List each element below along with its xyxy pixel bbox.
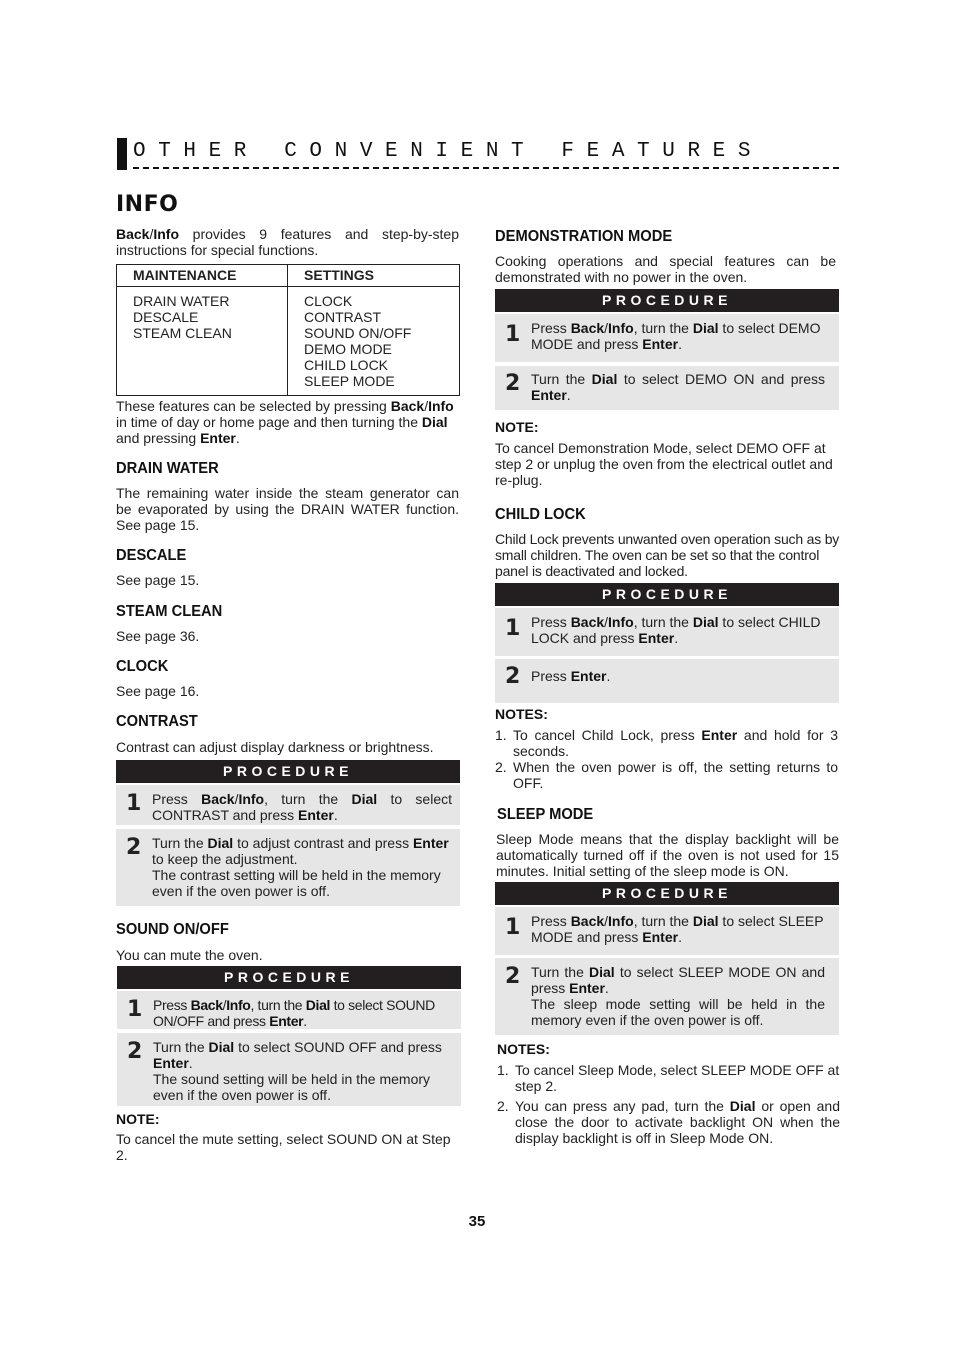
text: . bbox=[333, 807, 338, 823]
info-after-table bbox=[116, 398, 460, 446]
contrast-procedure-header: PROCEDURE bbox=[116, 760, 460, 783]
text: or open and close the door to activate backlight ON when the display backlight is off in Sleep Mode ON. bbox=[515, 1098, 840, 1146]
list-number: 1. bbox=[495, 727, 507, 743]
sound-procedure-header: PROCEDURE bbox=[117, 966, 461, 989]
features-table bbox=[116, 264, 460, 396]
key-dial: Dial bbox=[729, 1098, 756, 1114]
settings-item: CLOCK bbox=[304, 293, 353, 309]
text: The sound setting will be held in the memory even if the oven power is off. bbox=[153, 1071, 431, 1103]
text: , turn the bbox=[250, 997, 306, 1013]
key-back: Back bbox=[570, 614, 605, 630]
text: . bbox=[606, 668, 611, 684]
maintenance-item: DESCALE bbox=[133, 309, 199, 325]
text: , turn the bbox=[633, 320, 693, 336]
sound-heading: SOUND ON/OFF bbox=[116, 921, 229, 938]
info-intro bbox=[116, 226, 459, 258]
clock-heading: CLOCK bbox=[116, 658, 169, 675]
key-enter: Enter bbox=[269, 1013, 304, 1029]
child-lock-text: Child Lock prevents unwanted oven operation such as by small children. The oven can be set so that the control panel is deactivated and locked. bbox=[495, 531, 840, 579]
key-back: Back bbox=[570, 913, 605, 929]
title-dashed-rule bbox=[133, 167, 839, 169]
text: Press bbox=[152, 791, 202, 807]
key-enter: Enter bbox=[153, 1055, 189, 1071]
key-info: Info bbox=[238, 791, 265, 807]
demo-note-label: NOTE: bbox=[495, 419, 539, 435]
list-item bbox=[495, 759, 838, 791]
key-enter: Enter bbox=[642, 336, 679, 352]
key-info: Info bbox=[608, 320, 634, 336]
sleep-notes-list bbox=[497, 1062, 840, 1146]
text: , turn the bbox=[264, 791, 352, 807]
maintenance-header: MAINTENANCE bbox=[117, 265, 288, 287]
text: . bbox=[566, 387, 571, 403]
text: to select SLEEP MODE and press bbox=[531, 913, 824, 945]
text: Press bbox=[531, 320, 571, 336]
text: to select SLEEP MODE ON and press bbox=[531, 964, 825, 996]
key-enter: Enter bbox=[638, 630, 675, 646]
key-back: Back bbox=[570, 320, 605, 336]
settings-header: SETTINGS bbox=[288, 265, 460, 287]
step-text bbox=[152, 791, 452, 823]
text: to select DEMO MODE and press bbox=[531, 320, 821, 352]
text: These features can be selected by pressing bbox=[116, 398, 391, 414]
child-lock-notes-label: NOTES: bbox=[495, 706, 548, 722]
key-dial: Dial bbox=[351, 791, 378, 807]
step-text bbox=[531, 371, 825, 403]
text: to select CHILD LOCK and press bbox=[531, 614, 821, 646]
text: . bbox=[303, 1013, 307, 1029]
steam-clean-heading: STEAM CLEAN bbox=[116, 603, 223, 620]
text: . bbox=[678, 929, 682, 945]
key-back: Back bbox=[116, 226, 150, 242]
key-info: Info bbox=[226, 997, 251, 1013]
demo-procedure-header: PROCEDURE bbox=[495, 289, 839, 312]
text: Press bbox=[531, 668, 571, 684]
step-text bbox=[531, 614, 829, 646]
key-dial: Dial bbox=[208, 1039, 235, 1055]
sound-note-label: NOTE: bbox=[116, 1111, 160, 1127]
key-dial: Dial bbox=[421, 414, 448, 430]
step-number: 1 bbox=[126, 791, 142, 816]
settings-cell bbox=[288, 287, 460, 396]
key-dial: Dial bbox=[692, 913, 719, 929]
text: in time of day or home page and then turning the bbox=[116, 414, 422, 430]
slash: / bbox=[424, 398, 429, 414]
slash: / bbox=[604, 913, 609, 929]
key-dial: Dial bbox=[207, 835, 234, 851]
child-lock-procedure-header: PROCEDURE bbox=[495, 583, 839, 606]
step-number: 1 bbox=[505, 616, 521, 641]
demo-text: Cooking operations and special features can be demonstrated with no power in the oven. bbox=[495, 253, 836, 285]
contrast-step-1 bbox=[116, 785, 460, 825]
sleep-step-2 bbox=[495, 958, 839, 1035]
text: To cancel Sleep Mode, select SLEEP MODE OFF at step 2. bbox=[515, 1062, 840, 1094]
text: Turn the bbox=[152, 835, 208, 851]
step-text bbox=[531, 913, 829, 945]
key-dial: Dial bbox=[692, 614, 719, 630]
step-text bbox=[153, 1039, 453, 1103]
text: to select SOUND OFF and press bbox=[234, 1039, 442, 1055]
sleep-step-1 bbox=[495, 907, 839, 955]
child-lock-step-1 bbox=[495, 608, 839, 656]
slash: / bbox=[604, 320, 609, 336]
demo-heading: DEMONSTRATION MODE bbox=[495, 228, 673, 245]
contrast-heading: CONTRAST bbox=[116, 713, 198, 730]
list-item bbox=[497, 1062, 840, 1094]
step-number: 1 bbox=[127, 997, 143, 1022]
sound-step-2 bbox=[117, 1033, 461, 1106]
key-back: Back bbox=[390, 398, 425, 414]
maintenance-cell bbox=[117, 287, 288, 396]
key-enter: Enter bbox=[570, 668, 607, 684]
step-text bbox=[153, 997, 457, 1029]
page-title: OTHER CONVENIENT FEATURES bbox=[133, 140, 764, 163]
descale-heading: DESCALE bbox=[116, 547, 187, 564]
step-text bbox=[152, 835, 452, 899]
list-item bbox=[495, 727, 838, 759]
info-intro-text: provides 9 features and step-by-step instructions for special functions. bbox=[116, 226, 459, 258]
child-lock-step-2 bbox=[495, 659, 839, 703]
text: to select CONTRAST and press bbox=[152, 791, 452, 823]
text: to adjust contrast and press bbox=[233, 835, 413, 851]
key-enter: Enter bbox=[412, 835, 449, 851]
list-number: 2. bbox=[497, 1098, 509, 1114]
key-info: Info bbox=[428, 398, 454, 414]
maintenance-item: STEAM CLEAN bbox=[133, 325, 232, 341]
list-number: 1. bbox=[497, 1062, 509, 1078]
step-number: 2 bbox=[505, 664, 521, 689]
text: to keep the adjustment. bbox=[152, 851, 298, 867]
demo-note-text: To cancel Demonstration Mode, select DEMO OFF at step 2 or unplug the oven from the electrical outlet and re-plug. bbox=[495, 440, 833, 488]
text: , turn the bbox=[633, 913, 693, 929]
sleep-text: Sleep Mode means that the display backlight will be automatically turned off if the oven is not used for 15 minutes. Initial setting of the sleep mode is ON. bbox=[496, 831, 839, 879]
step-number: 2 bbox=[127, 1039, 143, 1064]
step-number: 1 bbox=[505, 915, 521, 940]
key-enter: Enter bbox=[569, 980, 605, 996]
step-text bbox=[531, 668, 610, 684]
steam-clean-text: See page 36. bbox=[116, 628, 200, 644]
sound-note-text: To cancel the mute setting, select SOUND ON at Step 2. bbox=[116, 1131, 451, 1163]
settings-item: CHILD LOCK bbox=[304, 357, 389, 373]
key-info: Info bbox=[153, 226, 180, 242]
slash: / bbox=[604, 614, 609, 630]
text: and pressing bbox=[116, 430, 201, 446]
contrast-text: Contrast can adjust display darkness or brightness. bbox=[116, 739, 434, 755]
text: . bbox=[188, 1055, 193, 1071]
text: , turn the bbox=[633, 614, 693, 630]
settings-item: SLEEP MODE bbox=[304, 373, 395, 389]
sound-text: You can mute the oven. bbox=[116, 947, 263, 963]
page-number: 35 bbox=[468, 1213, 486, 1230]
key-dial: Dial bbox=[591, 371, 618, 387]
text: When the oven power is off, the setting returns to OFF. bbox=[513, 759, 838, 791]
sleep-procedure-header: PROCEDURE bbox=[495, 882, 839, 905]
text: The contrast setting will be held in the memory even if the oven power is off. bbox=[152, 867, 441, 899]
text: To cancel Child Lock, press bbox=[513, 727, 702, 743]
step-number: 1 bbox=[505, 322, 521, 347]
descale-text: See page 15. bbox=[116, 572, 200, 588]
key-dial: Dial bbox=[692, 320, 719, 336]
key-back: Back bbox=[190, 997, 223, 1013]
text: Turn the bbox=[153, 1039, 209, 1055]
key-enter: Enter bbox=[200, 430, 236, 446]
text: Turn the bbox=[531, 371, 592, 387]
key-info: Info bbox=[608, 614, 634, 630]
list-item bbox=[497, 1098, 840, 1146]
step-number: 2 bbox=[126, 835, 142, 860]
step-number: 2 bbox=[505, 371, 521, 396]
sound-step-1 bbox=[117, 991, 461, 1029]
text: Press bbox=[531, 913, 571, 929]
settings-item: CONTRAST bbox=[304, 309, 381, 325]
text: and hold for 3 seconds. bbox=[513, 727, 838, 759]
child-lock-notes-list bbox=[495, 727, 838, 791]
demo-step-1 bbox=[495, 314, 839, 362]
text: . bbox=[678, 336, 682, 352]
clock-text: See page 16. bbox=[116, 683, 200, 699]
slash: / bbox=[234, 791, 239, 807]
title-bar-marker bbox=[117, 138, 127, 170]
step-number: 2 bbox=[505, 964, 521, 989]
key-back: Back bbox=[201, 791, 235, 807]
key-dial: Dial bbox=[305, 997, 331, 1013]
step-text bbox=[531, 320, 829, 352]
key-dial: Dial bbox=[589, 964, 615, 980]
text: You can press any pad, turn the bbox=[515, 1098, 730, 1114]
settings-item: SOUND ON/OFF bbox=[304, 325, 412, 341]
demo-step-2 bbox=[495, 366, 839, 410]
text: . bbox=[235, 430, 240, 446]
settings-item: DEMO MODE bbox=[304, 341, 392, 357]
text: The sleep mode setting will be held in the memory even if the oven power is off. bbox=[531, 996, 825, 1028]
text: Press bbox=[531, 614, 571, 630]
text: . bbox=[604, 980, 609, 996]
text: to select DEMO ON and press bbox=[617, 371, 825, 387]
slash: / bbox=[222, 997, 227, 1013]
contrast-step-2 bbox=[116, 829, 460, 906]
info-heading: INFO bbox=[116, 192, 179, 217]
slash: / bbox=[149, 226, 154, 242]
key-enter: Enter bbox=[701, 727, 738, 743]
list-number: 2. bbox=[495, 759, 507, 775]
sleep-notes-label: NOTES: bbox=[497, 1041, 550, 1057]
key-enter: Enter bbox=[642, 929, 679, 945]
text: Press bbox=[153, 997, 191, 1013]
maintenance-item: DRAIN WATER bbox=[133, 293, 230, 309]
drain-water-text: The remaining water inside the steam generator can be evaporated by using the DRAIN WATER function. See page 15. bbox=[116, 485, 459, 533]
key-enter: Enter bbox=[298, 807, 334, 823]
text: to select SOUND ON/OFF and press bbox=[153, 997, 435, 1029]
text: . bbox=[674, 630, 679, 646]
text: Turn the bbox=[531, 964, 589, 980]
key-enter: Enter bbox=[531, 387, 567, 403]
key-info: Info bbox=[608, 913, 634, 929]
drain-water-heading: DRAIN WATER bbox=[116, 460, 219, 477]
step-text bbox=[531, 964, 825, 1028]
sleep-heading: SLEEP MODE bbox=[497, 806, 594, 823]
child-lock-heading: CHILD LOCK bbox=[495, 506, 586, 523]
